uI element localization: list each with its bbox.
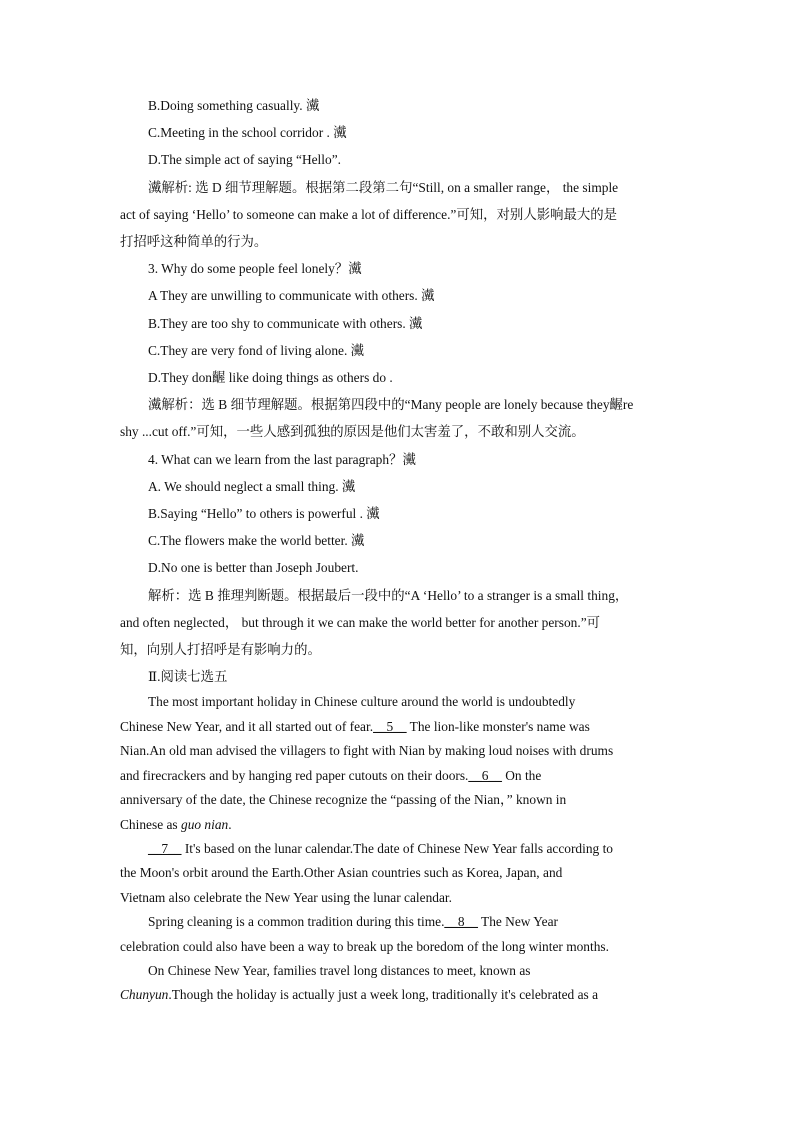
passage-line: the Moon's orbit around the Earth.Other Asian countries such as Korea, Japan, and xyxy=(120,865,563,881)
q4-option-c: C.The flowers make the world better. 瀻 xyxy=(148,533,365,549)
passage-text: Chinese as xyxy=(120,816,181,832)
passage-line: The most important holiday in Chinese culture around the world is undoubtedly xyxy=(148,694,576,710)
q4-option-b: B.Saying “Hello” to others is powerful . 瀻 xyxy=(148,506,380,522)
passage-line xyxy=(120,910,674,934)
q4-analysis-line: 知，向别人打招呼是有影响力的。 xyxy=(120,642,321,658)
passage-line: On Chinese New Year, families travel long distances to meet, known as xyxy=(148,962,531,978)
passage-line: Nian.An old man advised the villagers to fight with Nian by making loud noises with drums xyxy=(120,743,614,759)
q3-analysis-line: 瀻解析：选 B 细节理解题。根据第四段中的“Many people are lonely because they齷re xyxy=(148,397,634,413)
passage-text: The lion-like monster's name was xyxy=(406,718,590,734)
passage-text: Chinese New Year, and it all started out of fear. xyxy=(120,718,374,734)
passage-line xyxy=(120,837,674,861)
q2-option-c: C.Meeting in the school corridor . 瀻 xyxy=(148,125,347,141)
document-page xyxy=(120,92,674,1008)
passage-line xyxy=(120,813,674,837)
q3-analysis-line: shy ...cut off.”可知，一些人感到孤独的原因是他们太害羞了，不敢和别人交流。 xyxy=(120,424,585,440)
passage-text: The New Year xyxy=(477,914,558,930)
passage-line xyxy=(120,764,674,788)
passage-text: On the xyxy=(501,767,542,783)
q3-option-a: A They are unwilling to communicate with others. 瀻 xyxy=(148,288,435,304)
passage-text: .Though the holiday is actually just a week long, traditionally it's celebrated as a xyxy=(168,987,599,1003)
q4-option-a: A. We should neglect a small thing. 瀻 xyxy=(148,478,356,494)
q2-option-b: B.Doing something casually. 瀻 xyxy=(148,98,320,113)
blank-6: __6__ xyxy=(468,767,502,783)
passage-text: It's based on the lunar calendar.The date of Chinese New Year falls according to xyxy=(181,840,613,856)
passage-line xyxy=(120,715,674,739)
q4-question: 4. What can we learn from the last paragraph？瀻 xyxy=(148,451,416,467)
q3-option-c: C.They are very fond of living alone. 瀻 xyxy=(148,342,365,358)
passage-text: . xyxy=(228,816,232,832)
q3-question: 3. Why do some people feel lonely？瀻 xyxy=(148,261,362,277)
blank-7: __7__ xyxy=(148,840,182,856)
passage-text: and firecrackers and by hanging red paper cutouts on their doors. xyxy=(120,767,469,783)
q2-analysis-line: 瀻解析: 选 D 细节理解题。根据第二段第二句“Still, on a smaller range， the simple xyxy=(148,179,619,195)
passage-text: Spring cleaning is a common tradition during this time. xyxy=(148,914,445,930)
passage-line: anniversary of the date, the Chinese recognize the “passing of the Nian，” known in xyxy=(120,792,567,808)
q3-option-d: D.They don齷 like doing things as others do . xyxy=(148,370,393,386)
passage-line: Vietnam also celebrate the New Year using the lunar calendar. xyxy=(120,889,452,905)
q2-analysis-line: 打招呼这种简单的行为。 xyxy=(120,234,268,250)
q4-analysis-line: 解析：选 B 推理判断题。根据最后一段中的“A ‘Hello’ to a stranger is a small thing， xyxy=(148,587,629,603)
passage-italic: Chunyun xyxy=(120,987,169,1003)
blank-8: __8__ xyxy=(444,914,478,930)
blank-5: __5__ xyxy=(373,718,407,734)
section-heading: Ⅱ.阅读七选五 xyxy=(148,669,228,685)
passage xyxy=(120,690,674,1007)
passage-italic: guo nian xyxy=(181,816,229,832)
q2-option-d: D.The simple act of saying “Hello”. xyxy=(148,152,341,168)
passage-line: celebration could also have been a way to break up the boredom of the long winter months. xyxy=(120,938,609,954)
passage-line xyxy=(120,983,674,1007)
q3-option-b: B.They are too shy to communicate with others. 瀻 xyxy=(148,315,423,331)
q4-option-d: D.No one is better than Joseph Joubert. xyxy=(148,560,359,576)
q4-analysis-line: and often neglected， but through it we can make the world better for another person.”可 xyxy=(120,614,601,630)
q2-analysis-line: act of saying ‘Hello’ to someone can make a lot of difference.”可知，对别人影响最大的是 xyxy=(120,206,618,222)
